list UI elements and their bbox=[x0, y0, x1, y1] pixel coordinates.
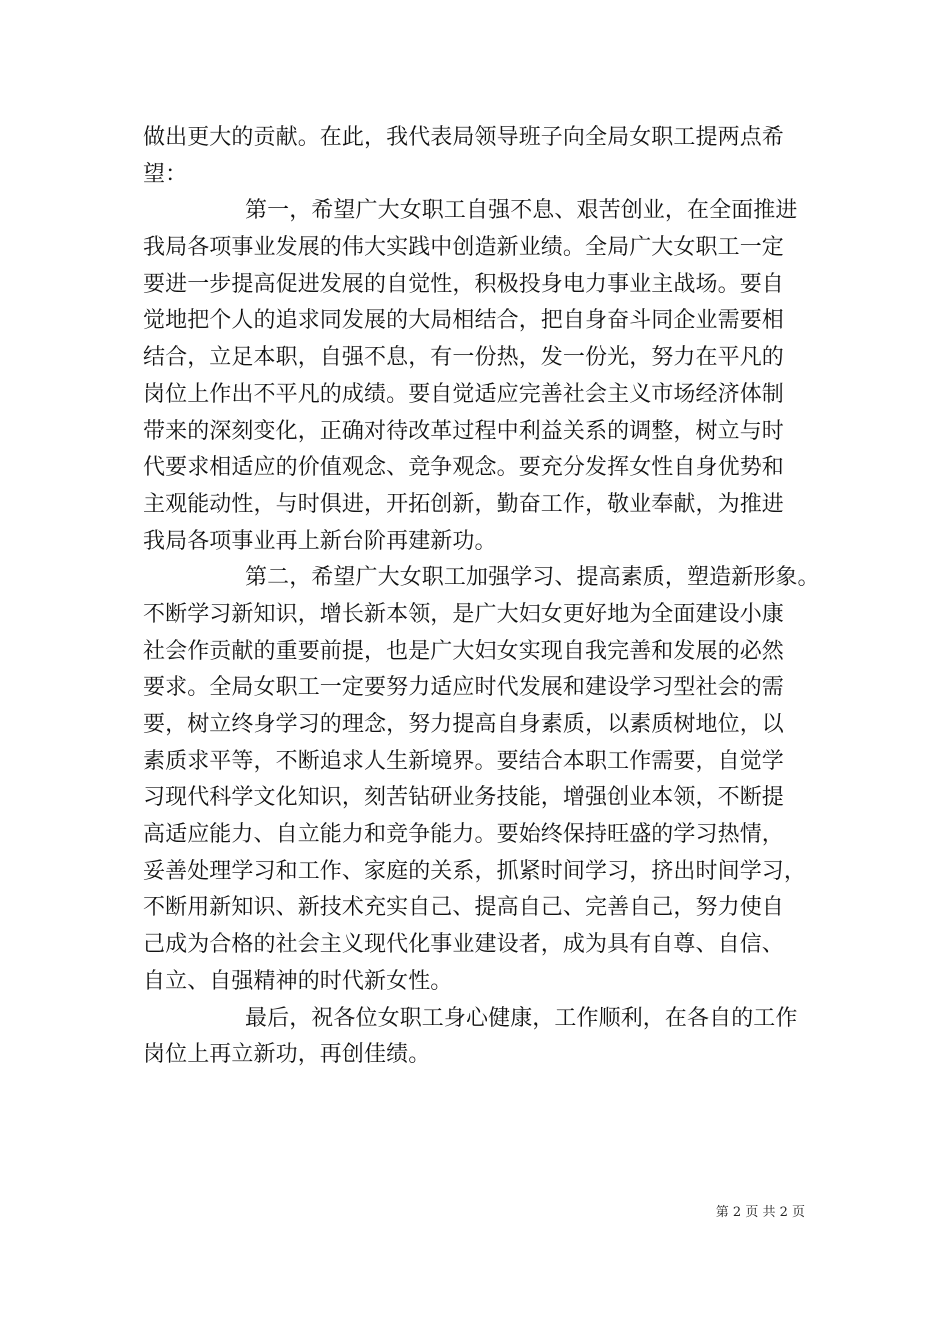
page-number-footer: 第 2 页 共 2 页 bbox=[715, 1205, 805, 1220]
text-line: 带来的深刻变化，正确对待改革过程中利益关系的调整，树立与时 bbox=[143, 418, 784, 444]
text-line: 望： bbox=[143, 161, 188, 187]
text-line: 要进一步提高促进发展的自觉性，积极投身电力事业主战场。要自 bbox=[143, 271, 784, 297]
text-line: 做出更大的贡献。在此，我代表局领导班子向全局女职工提两点希 bbox=[143, 125, 784, 150]
text-line: 高适应能力、自立能力和竞争能力。要始终保持旺盛的学习热情， bbox=[143, 822, 784, 848]
text-line: 结合，立足本职，自强不息，有一份热，发一份光，努力在平凡的 bbox=[143, 345, 784, 371]
paragraph-3 bbox=[143, 560, 843, 1000]
text-line: 主观能动性，与时俱进，开拓创新，勤奋工作，敬业奉献，为推进 bbox=[143, 491, 784, 517]
document-body bbox=[143, 120, 843, 1074]
text-line: 要，树立终身学习的理念，努力提高自身素质，以素质树地位，以 bbox=[143, 712, 784, 737]
text-line: 习现代科学文化知识，刻苦钻研业务技能，增强创业本领，不断提 bbox=[143, 785, 784, 811]
text-line: 觉地把个人的追求同发展的大局相结合，把自身奋斗同企业需要相 bbox=[143, 308, 784, 334]
paragraph-2 bbox=[143, 193, 843, 560]
text-line: 不断学习新知识，增长新本领，是广大妇女更好地为全面建设小康 bbox=[143, 601, 784, 627]
text-line: 不断用新知识、新技术充实自己、提高自己、完善自己，努力使自 bbox=[143, 895, 784, 921]
text-line: 第二，希望广大女职工加强学习、提高素质，塑造新形象。 bbox=[245, 565, 820, 591]
text-line: 自立、自强精神的时代新女性。 bbox=[143, 968, 453, 994]
text-line: 妥善处理学习和工作、家庭的关系，抓紧时间学习，挤出时间学习， bbox=[143, 858, 807, 884]
text-line: 岗位上作出不平凡的成绩。要自觉适应完善社会主义市场经济体制 bbox=[143, 381, 784, 407]
text-line: 我局各项事业再上新台阶再建新功。 bbox=[143, 528, 497, 554]
text-line: 最后，祝各位女职工身心健康，工作顺利，在各自的工作 bbox=[245, 1005, 798, 1031]
text-line: 要求。全局女职工一定要努力适应时代发展和建设学习型社会的需 bbox=[143, 675, 784, 701]
text-line: 素质求平等，不断追求人生新境界。要结合本职工作需要，自觉学 bbox=[143, 748, 784, 774]
paragraph-4 bbox=[143, 1001, 843, 1074]
text-line: 岗位上再立新功，再创佳绩。 bbox=[143, 1042, 431, 1068]
text-line: 社会作贡献的重要前提，也是广大妇女实现自我完善和发展的必然 bbox=[143, 638, 784, 664]
text-line: 代要求相适应的价值观念、竞争观念。要充分发挥女性自身优势和 bbox=[143, 455, 784, 481]
text-line: 己成为合格的社会主义现代化事业建设者，成为具有自尊、自信、 bbox=[143, 932, 784, 958]
text-line: 第一，希望广大女职工自强不息、艰苦创业，在全面推进 bbox=[245, 198, 798, 224]
paragraph-1 bbox=[143, 120, 843, 193]
text-line: 我局各项事业发展的伟大实践中创造新业绩。全局广大女职工一定 bbox=[143, 235, 784, 261]
